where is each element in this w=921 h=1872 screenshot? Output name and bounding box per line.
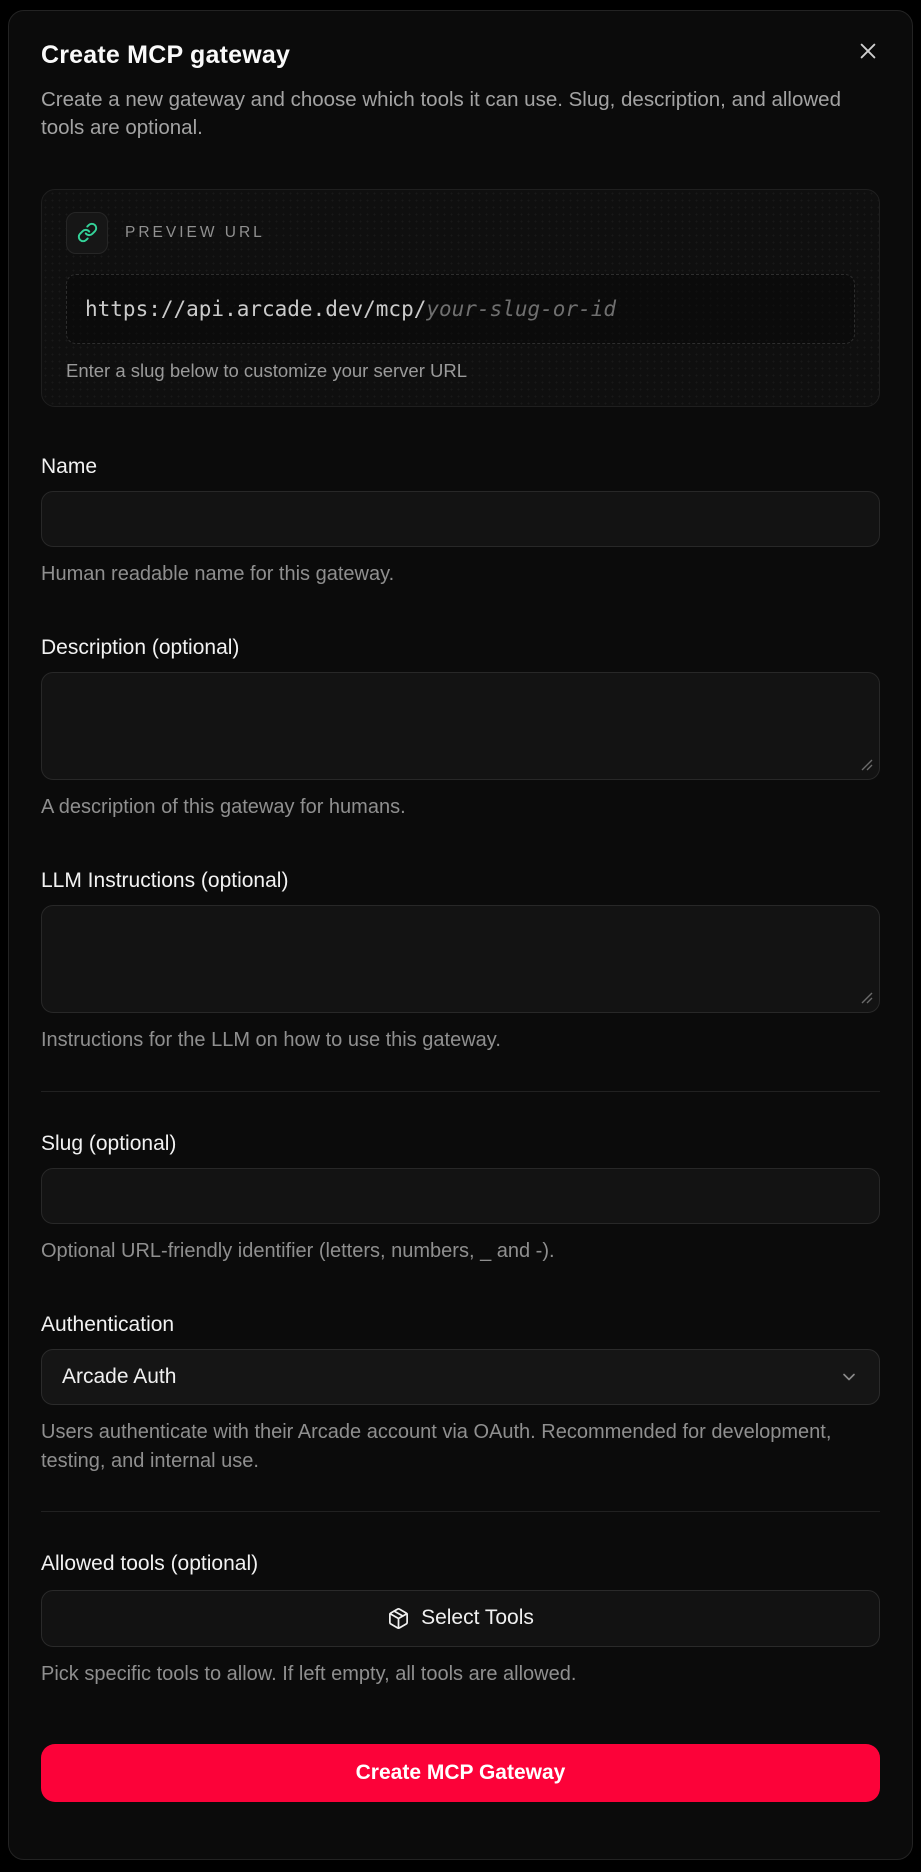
- url-slug-placeholder: your-slug-or-id: [426, 296, 617, 321]
- close-button[interactable]: [854, 37, 882, 65]
- link-icon: [77, 222, 98, 243]
- authentication-helper: Users authenticate with their Arcade account via OAuth. Recommended for development, testing, and internal use.: [41, 1421, 832, 1472]
- chevron-down-icon: [839, 1367, 859, 1387]
- package-icon: [387, 1607, 410, 1630]
- description-textarea[interactable]: [41, 672, 880, 780]
- preview-url-label: PREVIEW URL: [125, 223, 265, 241]
- llm-instructions-textarea[interactable]: [41, 905, 880, 1013]
- link-icon-box: [66, 212, 108, 254]
- allowed-tools-helper: Pick specific tools to allow. If left empty, all tools are allowed.: [41, 1662, 577, 1685]
- select-tools-label: Select Tools: [421, 1606, 534, 1630]
- authentication-label: Authentication: [41, 1313, 175, 1337]
- close-icon: [857, 40, 879, 62]
- dialog-subtitle: Create a new gateway and choose which tools it can use. Slug, description, and allowed tools are optional.: [41, 88, 841, 140]
- allowed-tools-label: Allowed tools (optional): [41, 1551, 259, 1575]
- preview-url-helper: Enter a slug below to customize your server URL: [66, 359, 468, 381]
- authentication-selected-value: Arcade Auth: [62, 1365, 177, 1389]
- description-label: Description (optional): [41, 635, 240, 659]
- dialog-title: Create MCP gateway: [41, 41, 291, 69]
- llm-instructions-helper: Instructions for the LLM on how to use this gateway.: [41, 1029, 501, 1052]
- section-divider: [41, 1091, 880, 1092]
- name-input[interactable]: [41, 491, 880, 547]
- description-helper: A description of this gateway for humans.: [41, 795, 406, 818]
- create-mcp-gateway-dialog: [8, 10, 913, 1860]
- slug-input[interactable]: [41, 1168, 880, 1224]
- preview-url-card: [41, 189, 880, 407]
- section-divider: [41, 1511, 880, 1512]
- authentication-select[interactable]: [41, 1349, 880, 1405]
- llm-instructions-label: LLM Instructions (optional): [41, 869, 289, 893]
- slug-label: Slug (optional): [41, 1131, 177, 1155]
- url-prefix: https://api.arcade.dev/mcp/: [85, 296, 427, 321]
- slug-helper: Optional URL-friendly identifier (letters, numbers, _ and -).: [41, 1239, 555, 1262]
- preview-url-display: [66, 274, 855, 344]
- create-mcp-gateway-button[interactable]: Create MCP Gateway: [41, 1744, 880, 1802]
- name-helper: Human readable name for this gateway.: [41, 562, 395, 585]
- select-tools-button[interactable]: [41, 1590, 880, 1647]
- name-label: Name: [41, 454, 98, 478]
